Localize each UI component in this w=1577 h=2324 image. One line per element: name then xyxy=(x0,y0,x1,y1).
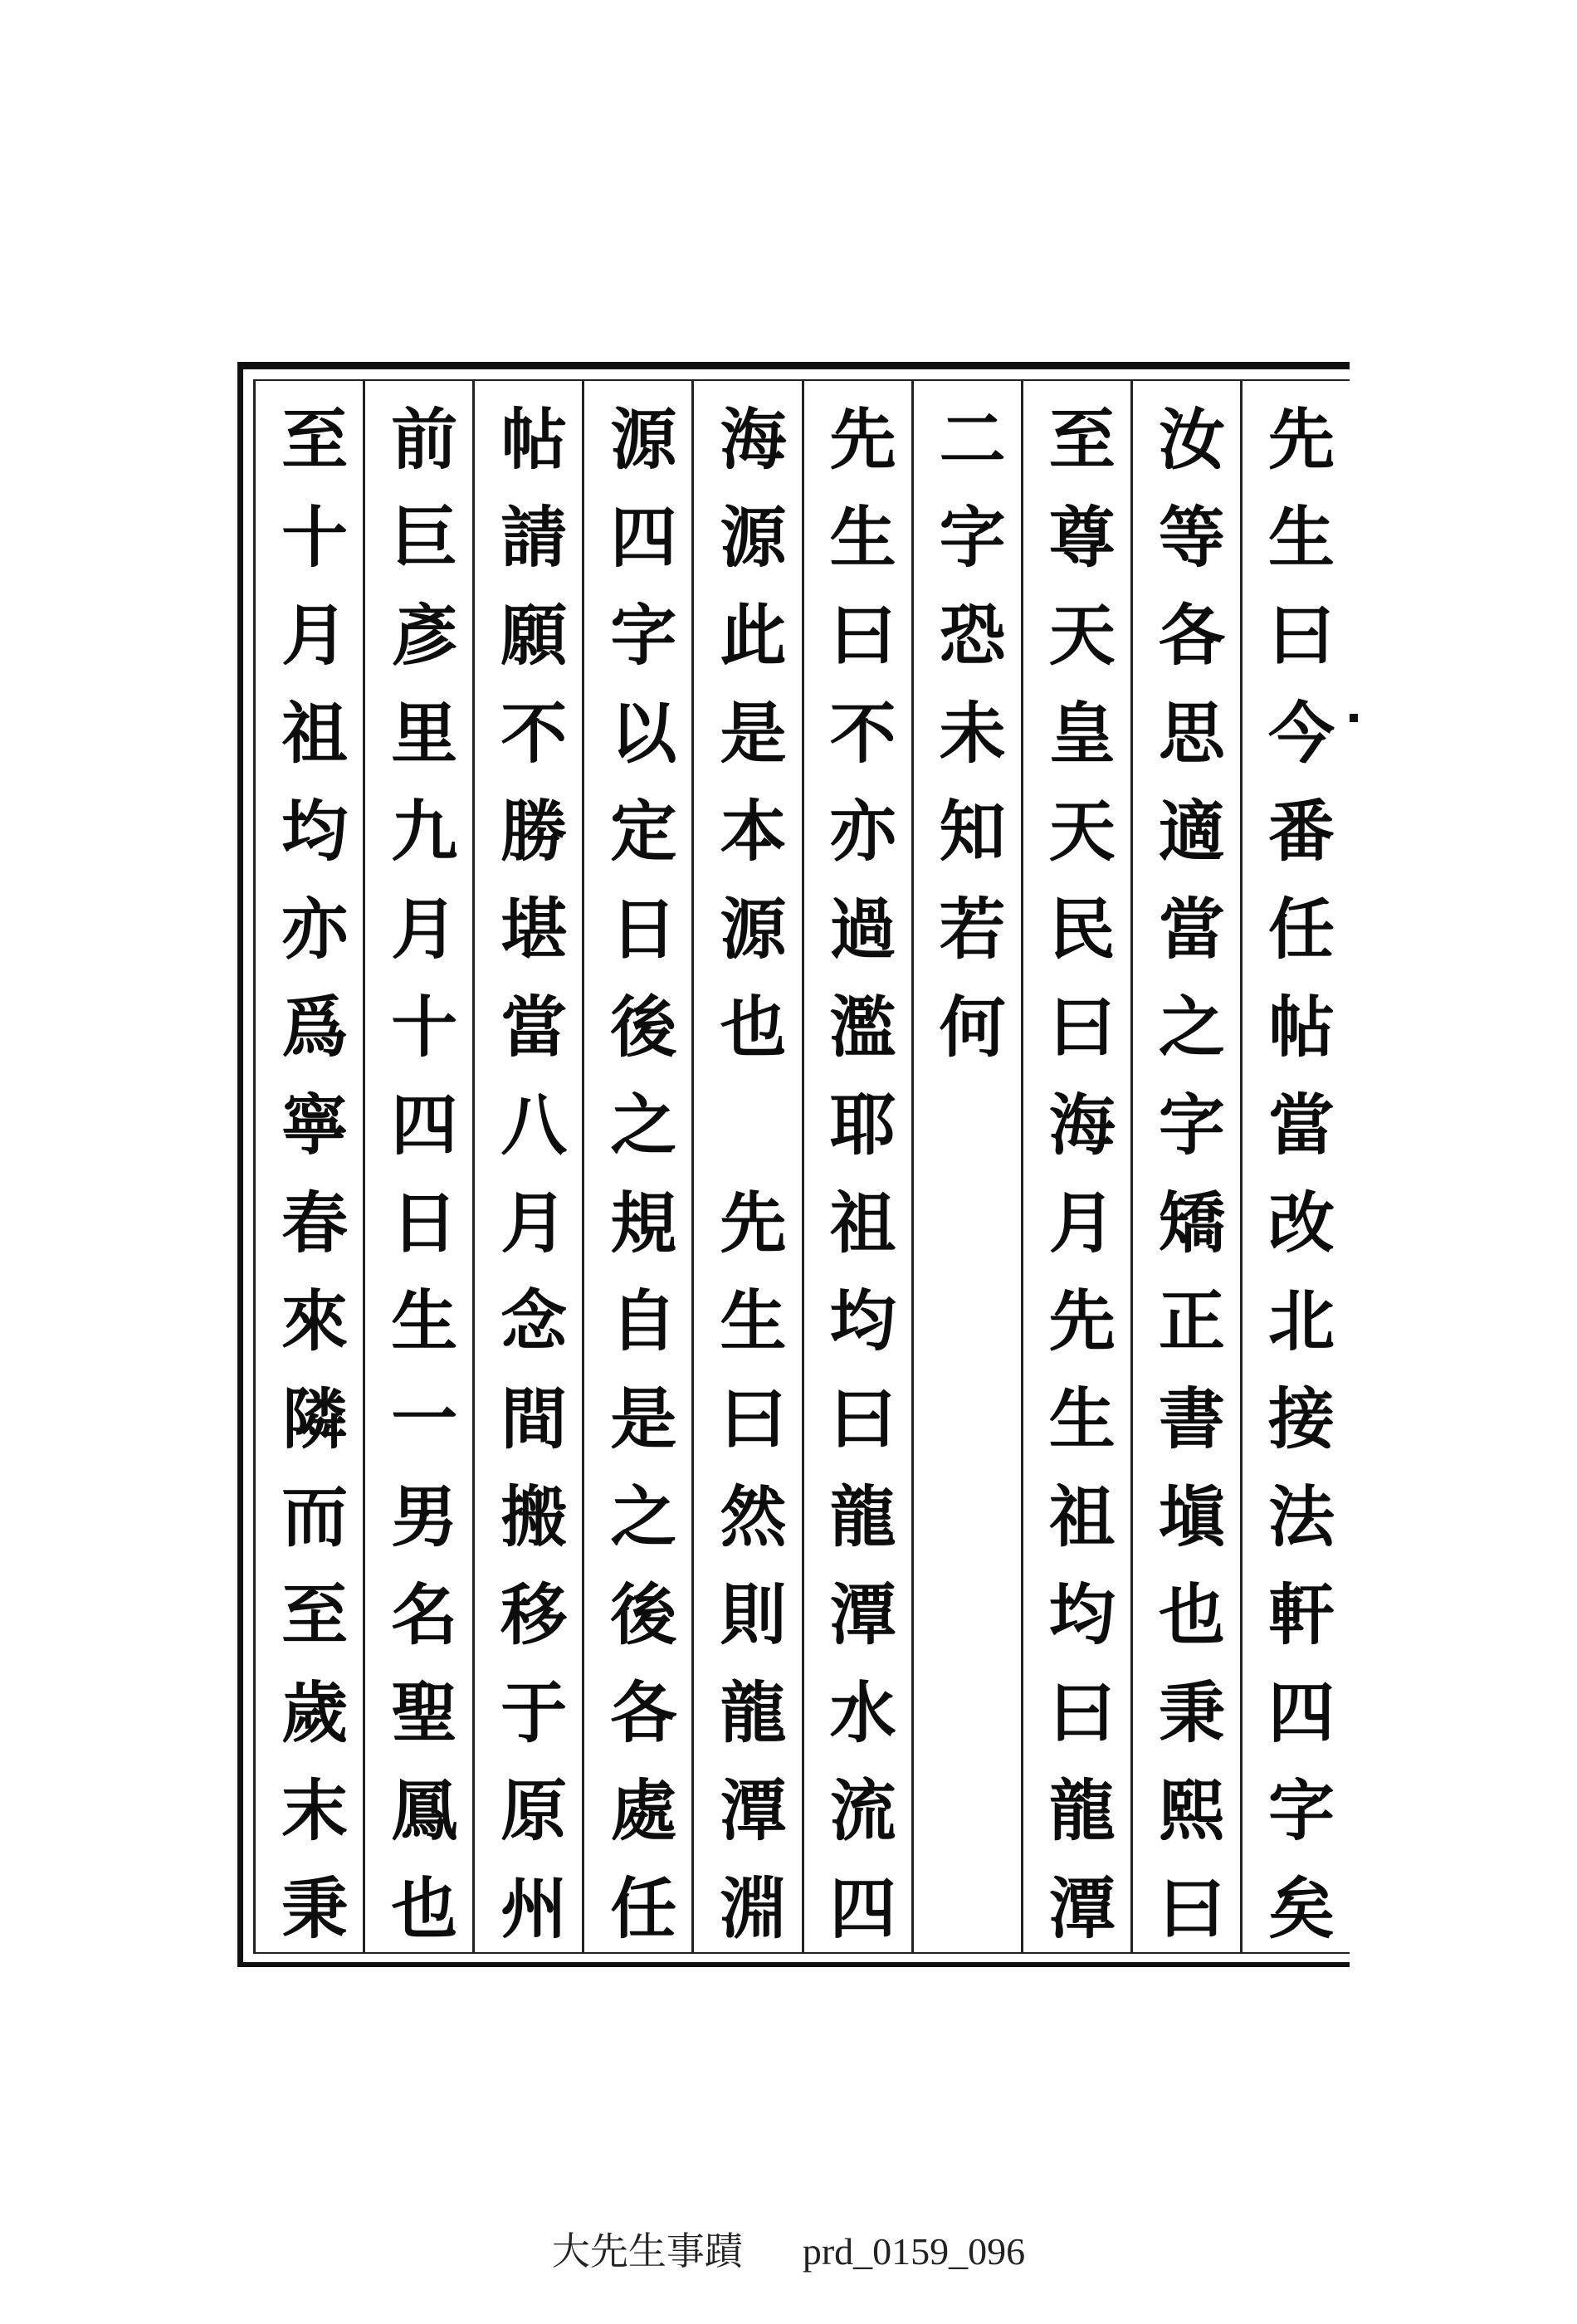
column-5 xyxy=(802,381,911,1971)
column-6 xyxy=(691,381,801,1971)
column-text: 至尊天皇天民曰海月先生祖均曰龍潭 xyxy=(1038,404,1116,1971)
ink-mark xyxy=(1350,714,1358,722)
column-text: 先生曰今番任帖當改北接法軒四字矣 xyxy=(1257,404,1335,1971)
column-text: 海源此是本源也 先生曰然則龍潭淵 xyxy=(708,404,787,1971)
column-3 xyxy=(1021,381,1130,1971)
footer-title: 大先生事蹟 xyxy=(551,2230,743,2273)
column-7 xyxy=(582,381,691,1971)
column-text: 汝等各思適當之字矯正書塡也秉熙曰 xyxy=(1147,404,1226,1971)
text-block-frame xyxy=(237,362,1350,1971)
column-9 xyxy=(363,381,472,1971)
column-4 xyxy=(911,381,1021,1952)
column-2 xyxy=(1130,381,1240,1971)
page-footer xyxy=(0,2221,1577,2276)
column-text: 二字恐未知若何 xyxy=(928,404,1007,1090)
column-text: 源四字以定日後之規自是之後各處任 xyxy=(598,404,677,1971)
text-columns xyxy=(256,381,1350,1971)
column-10 xyxy=(256,381,363,1971)
footer-code: prd_0159_096 xyxy=(802,2230,1026,2273)
column-8 xyxy=(472,381,582,1971)
column-1 xyxy=(1240,381,1350,1971)
column-text: 先生曰不亦過濫耶祖均曰龍潭水流四 xyxy=(818,404,897,1971)
column-text: 前巨彥里九月十四日生一男名聖鳳也 xyxy=(379,404,458,1971)
column-text: 至十月祖均亦爲寧春來隣而至歲末秉 xyxy=(270,404,349,1971)
column-text: 帖請願不勝堪當八月念間搬移于原州 xyxy=(489,404,568,1971)
